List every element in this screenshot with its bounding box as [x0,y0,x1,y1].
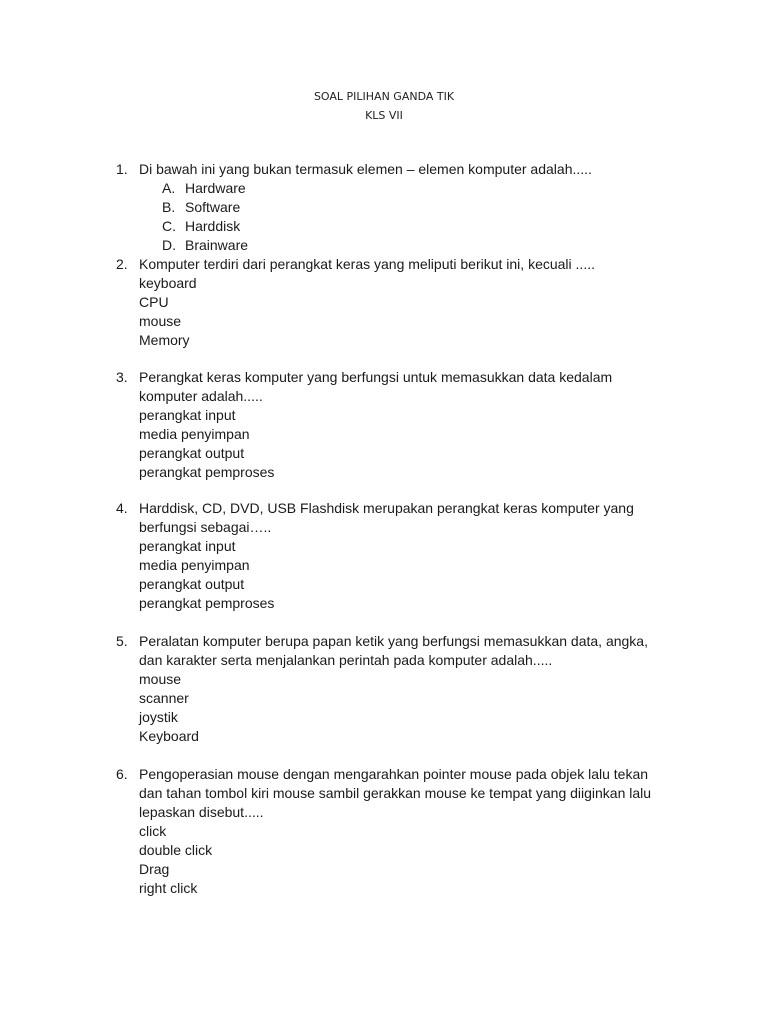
answer-option: mouse [139,313,182,329]
answer-option: Memory [139,332,190,348]
answer-option: media penyimpan [139,557,250,573]
question-body [139,632,679,746]
question-text: Komputer terdiri dari perangkat keras yang meliputi berikut ini, kecuali ..... [139,256,595,272]
question-number: 3. [116,369,128,385]
question-text: berfungsi sebagai….. [139,519,272,535]
question-body [139,255,679,350]
answer-option: right click [139,880,198,896]
question-number: 1. [116,161,128,177]
question-body [139,765,679,898]
question-text: dan tahan tombol kiri mouse sambil gerakkan mouse ke tempat yang diiginkan lalu [139,785,652,801]
answer-option: perangkat pemproses [139,595,275,611]
question-text: Peralatan komputer berupa papan ketik yang berfungsi memasukkan data, angka, [139,633,648,649]
question-text: Harddisk, CD, DVD, USB Flashdisk merupakan perangkat keras komputer yang [139,500,634,516]
answer-option: media penyimpan [139,426,250,442]
question-text: lepaskan disebut..... [139,804,264,820]
option-text: Harddisk [185,218,241,234]
question-text: Pengoperasian mouse dengan mengarahkan pointer mouse pada objek lalu tekan [139,766,649,782]
option-letter: A. [162,180,176,196]
option-letter: D. [162,237,176,253]
answer-option: perangkat input [139,407,236,423]
answer-option: perangkat input [139,538,236,554]
document-title: SOAL PILIHAN GANDA TIK [313,90,455,103]
question-number: 2. [116,256,128,272]
option-text: Software [185,199,241,215]
answer-option-d [139,236,679,255]
question-text: Di bawah ini yang bukan termasuk elemen – elemen komputer adalah..... [139,161,592,177]
option-text: Hardware [185,180,246,196]
question-text: dan karakter serta menjalankan perintah pada komputer adalah..... [139,652,553,668]
answer-option: mouse [139,671,182,687]
question-number: 4. [116,500,128,516]
answer-option: scanner [139,690,189,706]
answer-option: perangkat pemproses [139,464,275,480]
question-body [139,160,679,255]
question-number: 6. [116,766,128,782]
question-text: Perangkat keras komputer yang berfungsi untuk memasukkan data kedalam [139,369,613,385]
answer-option: click [139,823,167,839]
question-number: 5. [116,633,128,649]
answer-option: perangkat output [139,445,245,461]
question-body [139,499,679,613]
question-text: komputer adalah..... [139,388,263,404]
answer-option: CPU [139,294,169,310]
answer-option: double click [139,842,213,858]
document-subtitle: KLS VII [365,109,403,122]
answer-option: Drag [139,861,170,877]
answer-option-a [139,179,679,198]
answer-option: Keyboard [139,728,199,744]
option-letter: C. [162,218,176,234]
question-body [139,368,679,482]
option-letter: B. [162,199,176,215]
answer-option-c [139,217,679,236]
option-text: Brainware [185,237,249,253]
answer-option: perangkat output [139,576,245,592]
answer-option: keyboard [139,275,197,291]
answer-option: joystik [139,709,178,725]
answer-option-b [139,198,679,217]
